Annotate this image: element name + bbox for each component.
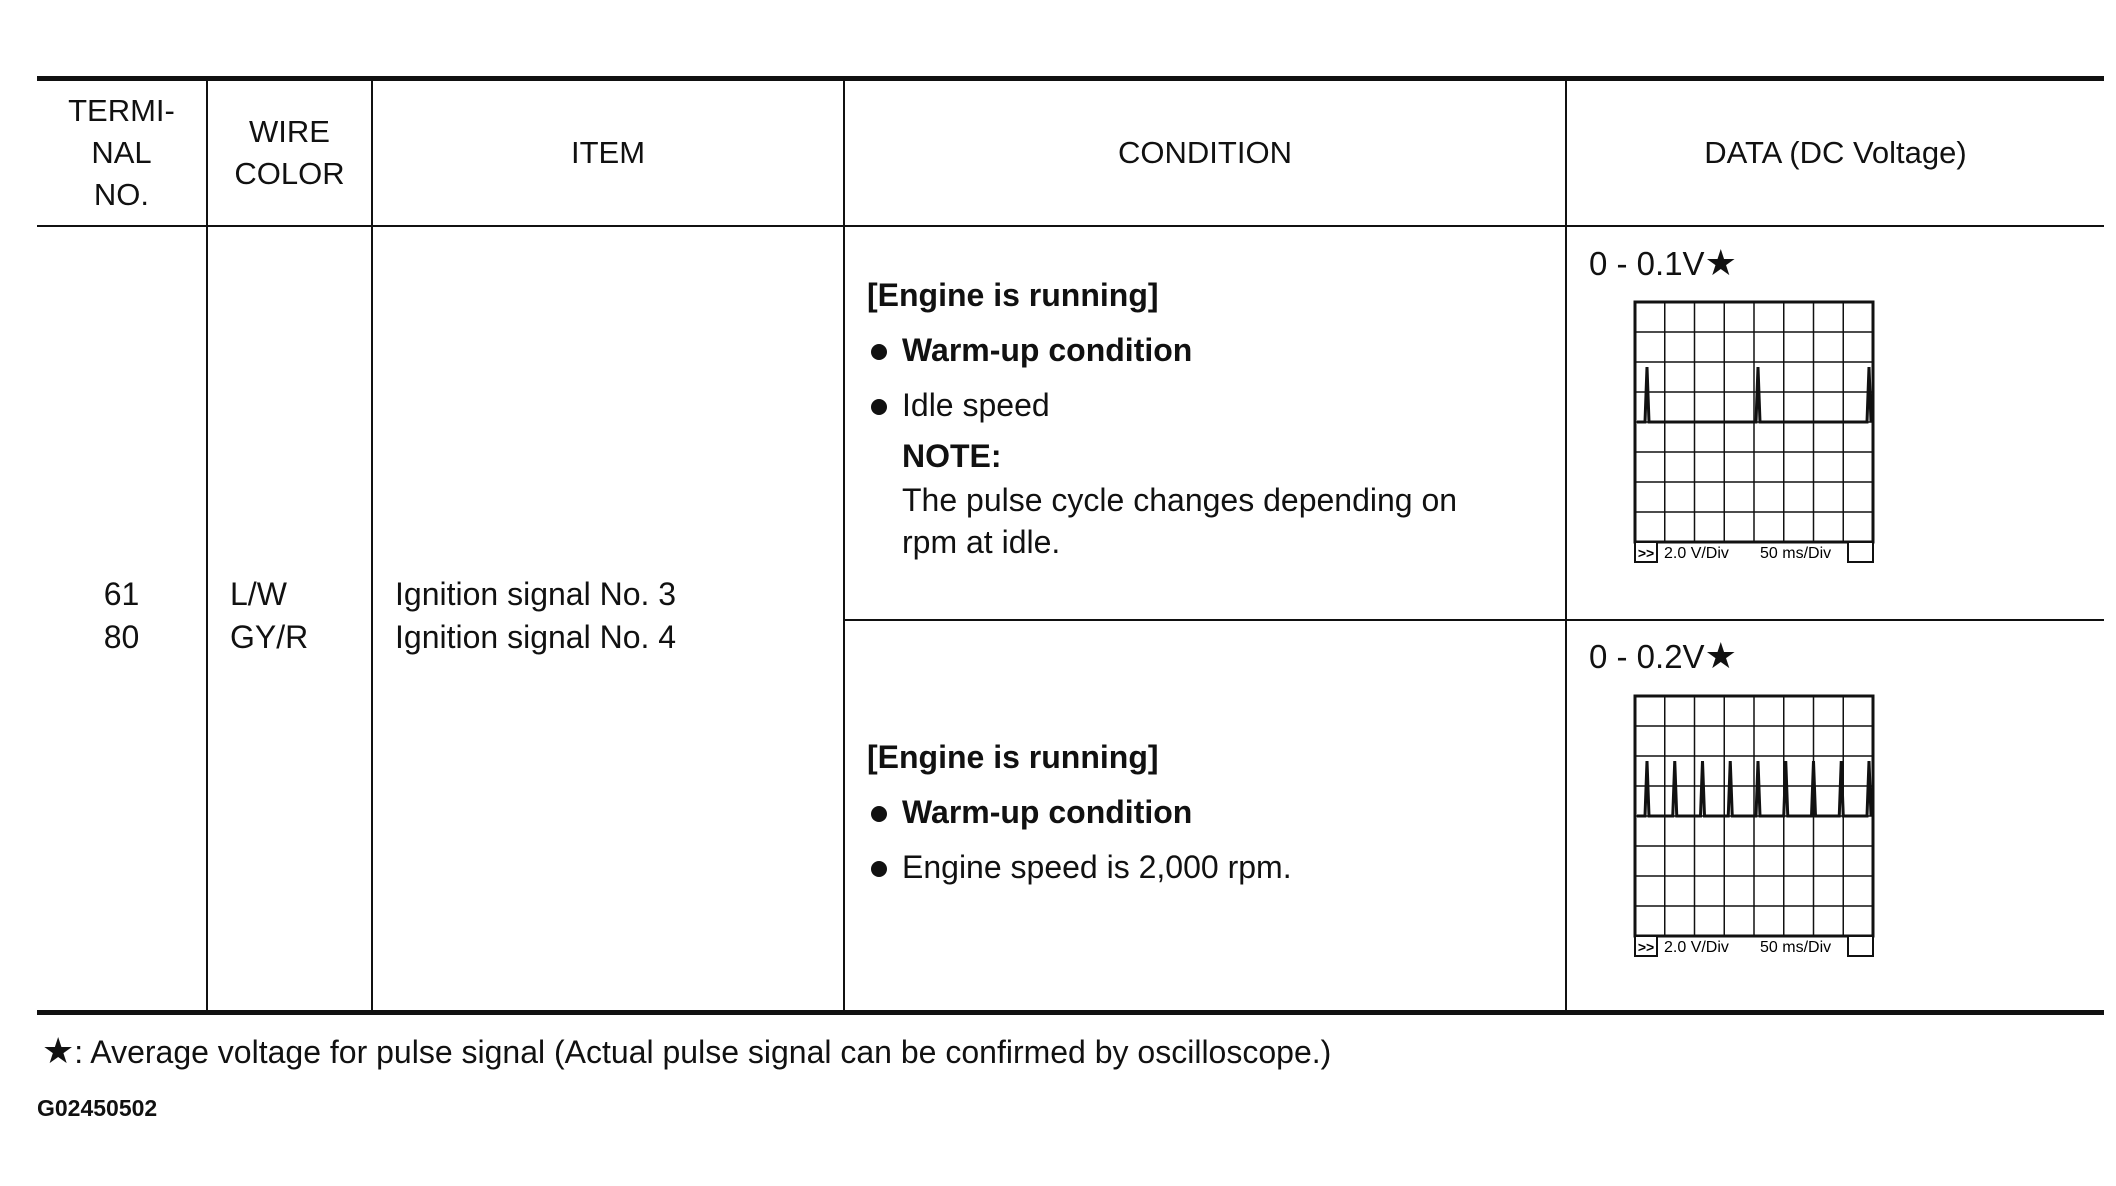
scope-arrow-label: >> [1637,545,1655,561]
item-ignition-signal-3: Ignition signal No. 3 [395,576,677,612]
terminal-80: 80 [103,619,140,655]
star-icon: ★ [1704,242,1737,283]
bullet-dot-icon [871,399,887,415]
scope-arrow-label: >> [1637,939,1655,955]
figure-code: G02450502 [37,1095,158,1121]
footnote-text: : Average voltage for pulse signal (Actual pulse signal can be confirmed by oscilloscope.) [74,1034,1332,1070]
condition-1-title: [Engine is running] [867,277,1159,313]
scope-volts-per-div: 2.0 V/Div [1664,545,1729,562]
scope-time-per-div: 50 ms/Div [1760,545,1832,562]
oscilloscope-idle [1632,300,1877,565]
wire-color-lw: L/W [230,576,287,612]
condition-2-bullet-speed: Engine speed is 2,000 rpm. [867,840,1557,895]
header-data-dc-voltage: DATA (DC Voltage) [1704,135,1967,170]
condition-2000rpm [867,730,1557,895]
condition-1-bullet-warmup: Warm-up condition [867,323,1557,378]
bullet-dot-icon [871,344,887,360]
star-icon: ★ [1704,635,1737,676]
scope-corner-box [1848,936,1873,956]
condition-2-title: [Engine is running] [867,739,1159,775]
condition-idle [867,268,1557,563]
scope-time-per-div: 50 ms/Div [1760,939,1832,956]
item-ignition-signal-4: Ignition signal No. 4 [395,619,677,655]
star-icon: ★ [42,1030,75,1071]
table-bottom-rule [37,1010,2104,1015]
voltage-reading-1: 0 - 0.1V★ [1589,242,1737,283]
items [395,573,835,659]
terminal-numbers [37,573,206,659]
condition-divider-rule [843,619,2104,621]
scope-corner-box [1848,542,1873,562]
wire-colors [230,573,370,659]
wire-color-gyr: GY/R [230,619,309,655]
voltage-reading-2: 0 - 0.2V★ [1589,635,1737,676]
footnote [42,1030,1331,1073]
header-terminal-no: TERMI- NAL NO. [68,93,175,212]
condition-1-note-title: NOTE: [902,438,1002,474]
scope-volts-per-div: 2.0 V/Div [1664,939,1729,956]
oscilloscope-2000rpm [1632,694,1877,959]
condition-1-bullet-idle: Idle speed [867,378,1557,433]
header-condition: CONDITION [1118,135,1292,170]
table-top-rule [37,76,2104,81]
condition-2-bullet-warmup: Warm-up condition [867,785,1557,840]
header-wire-color: WIRE COLOR [234,114,345,191]
bullet-dot-icon [871,806,887,822]
condition-1-note-text: The pulse cycle changes depending on rpm at idle. [902,482,1458,560]
bullet-dot-icon [871,861,887,877]
header-bottom-rule [37,225,2104,227]
header-item: ITEM [570,135,646,170]
terminal-61: 61 [103,576,140,612]
